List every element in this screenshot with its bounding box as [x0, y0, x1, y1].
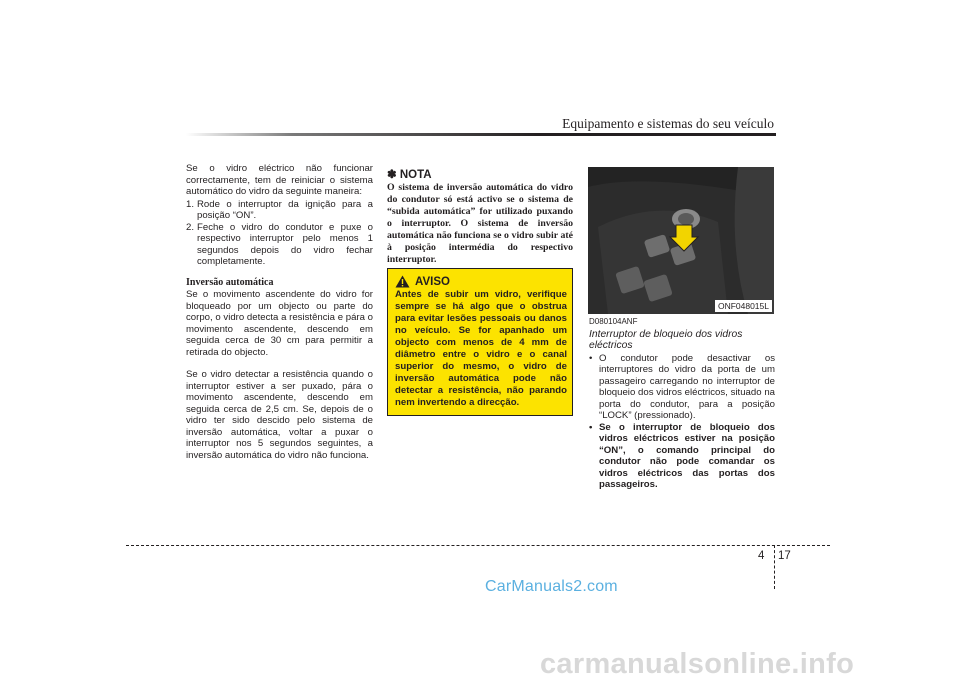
step-text: Rode o interruptor da ignição para a posição “ON”.	[197, 198, 373, 221]
reset-steps-list	[186, 199, 373, 268]
step-number: 2.	[186, 221, 195, 233]
watermark-text: carmanualsonline.info	[540, 648, 855, 679]
list-item	[186, 199, 373, 222]
header-rule	[186, 133, 776, 136]
auto-reverse-paragraph-1: Se o movimento ascendente do vidro for bloqueado por um objecto ou parte do corpo, o vidro detecta a resistência e pára o movimento ascendente, descendo em seguida cerca de 30 cm para permitir a retirada do objecto.	[186, 289, 373, 358]
watermark-link[interactable]: CarManuals2.com	[485, 578, 618, 595]
header-title: Equipamento e sistemas do seu veículo	[562, 116, 774, 131]
warning-triangle-icon	[395, 275, 410, 288]
bullet-text: O condutor pode desactivar os interruptores do vidro da porta de um passageiro carregando no interruptor de bloqueio dos vidros eléctricos, situado na porta do condutor, para a posição “LOCK” (pressionado).	[599, 352, 775, 421]
door-switch-illustration	[588, 167, 774, 314]
bullet-text: Se o interruptor de bloqueio dos vidros eléctricos estiver na posição “ON”, o comando principal do condutor não pode comandar os vidros eléctricos das portas dos passageiros.	[599, 421, 775, 490]
list-item	[186, 222, 373, 268]
step-text: Feche o vidro do condutor e puxe o respectivo interruptor pelo menos 1 segundos depois do vidro fechar completamente.	[197, 221, 373, 267]
section-number: 4	[758, 550, 765, 562]
note-title: ✽ NOTA	[387, 169, 432, 181]
bullet-dot: •	[589, 352, 593, 364]
column-left	[186, 163, 373, 461]
warning-title: AVISO	[415, 275, 450, 288]
warning-header	[395, 275, 567, 288]
window-switch-photo	[588, 167, 774, 314]
column-right	[589, 316, 775, 491]
auto-reverse-paragraph-2: Se o vidro detectar a resistência quando o interruptor estiver a ser puxado, pára o movimento ascendente, descendo em seguida cerca de 2,5 cm. Se, depois de o vidro ter sido descido pelo sistema de inversão automática, voltar a puxar o interruptor nos 5 segundos seguintes, a inversão automática do vidro não funciona.	[186, 369, 373, 461]
section-code: D080104ANF	[589, 317, 638, 326]
step-number: 1.	[186, 198, 195, 210]
image-code: ONF048015L	[715, 300, 772, 312]
bullet-dot: •	[589, 421, 593, 433]
footer-rule	[126, 545, 830, 546]
list-item	[589, 353, 775, 422]
warning-body: Antes de subir um vidro, verifique sempre se há algo que o obstrua para evitar lesões pessoais ou danos no veículo. Se for apanhado um objecto com menos de 4 mm de diâmetro entre o vidro e o canal superior do mesmo, o vidro de inversão automática pode não detectar a resistência, não parando nem invertendo a direcção.	[395, 289, 567, 408]
warning-box	[387, 268, 573, 416]
page-divider	[774, 545, 775, 589]
column-middle	[387, 167, 573, 266]
lock-switch-bullets	[589, 353, 775, 491]
section-subtitle: Interruptor de bloqueio dos vidros eléctricos	[589, 328, 743, 351]
intro-paragraph: Se o vidro eléctrico não funcionar correctamente, tem de reiniciar o sistema automático do vidro da seguinte maneira:	[186, 163, 373, 197]
section-heading: Inversão automática	[186, 276, 274, 288]
page-number: 17	[778, 550, 791, 562]
list-item	[589, 422, 775, 491]
note-body: O sistema de inversão automática do vidro do condutor só está activo se o sistema de “subida automática” for utilizado puxando o interruptor. O sistema de inversão automática não funciona se o vidro subir até à posição intermédia do respectivo interruptor.	[387, 182, 573, 265]
